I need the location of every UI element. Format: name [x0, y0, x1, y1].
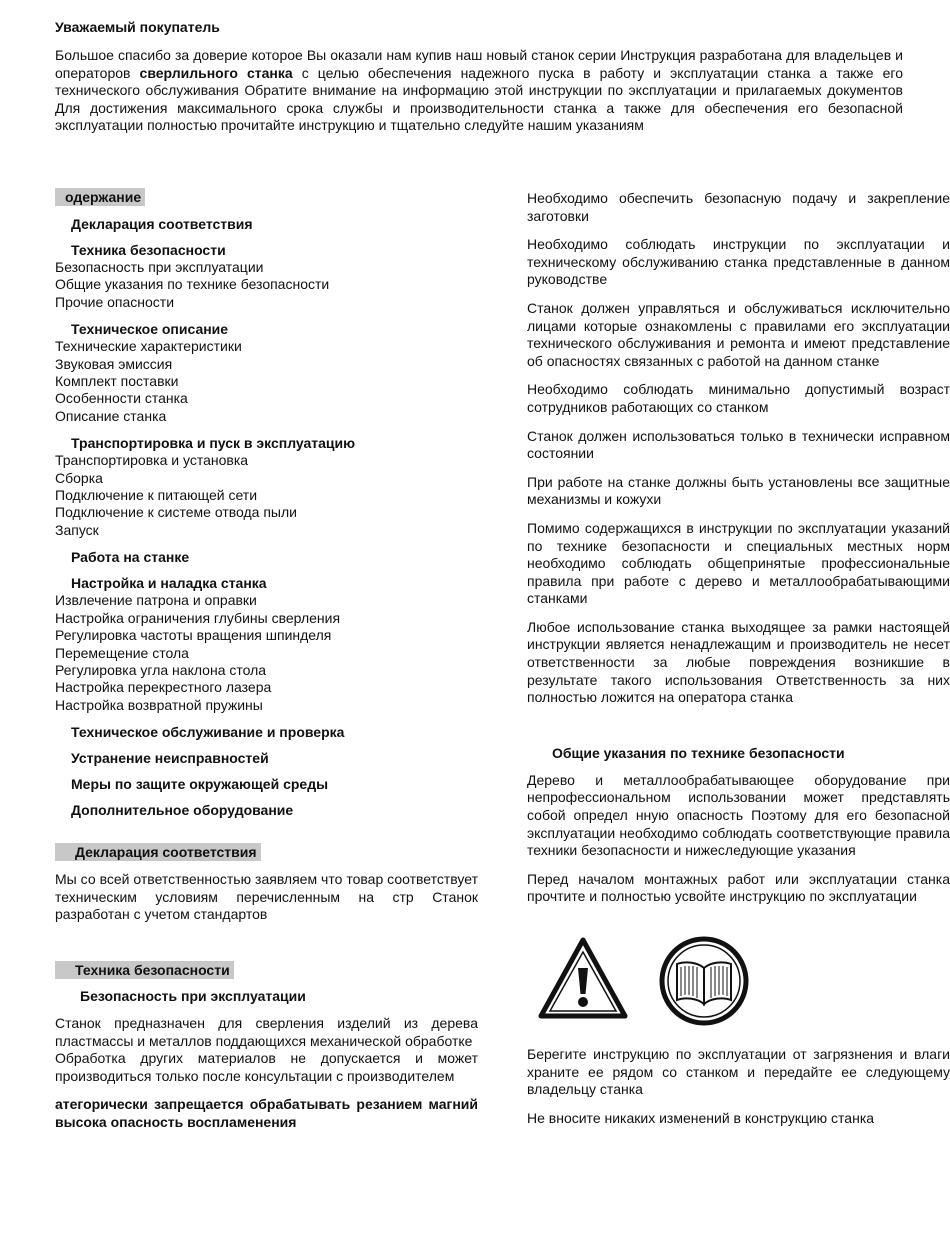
declaration-text: Мы со всей ответственностью заявляем что товар соответствует техническим условиям перечисленным на стр Станок разработан с учетом стандартов — [55, 871, 478, 923]
left-column — [55, 188, 478, 1142]
toc-item: Настройка возвратной пружины — [55, 696, 263, 713]
warning-icons — [537, 936, 950, 1026]
toc-heading: Настройка и наладка станка — [71, 575, 267, 592]
toc-item: Настройка перекрестного лазера — [55, 679, 272, 696]
right-paragraph: Любое использование станка выходящее за рамки настоящей инструкции является ненадлежащим и производитель не несет ответственности за любые повреждения возникшие в результате такого использования Ответственность за них полностью ложится на оператора станка — [527, 618, 950, 706]
read-manual-icon — [659, 936, 749, 1026]
toc-item: Описание станка — [55, 407, 167, 424]
toc-heading: Меры по защите окружающей среды — [71, 776, 329, 793]
toc-item: Технические характеристики — [55, 338, 242, 355]
safety-subtitle: Безопасность при эксплуатации — [80, 987, 306, 1004]
after-icons-p1: Берегите инструкцию по эксплуатации от загрязнения и влаги храните ее рядом со станком и передайте ее следующему владельцу станка — [527, 1046, 950, 1098]
toc-heading: Транспортировка и пуск в эксплуатацию — [71, 435, 356, 452]
toc-item: Прочие опасности — [55, 293, 175, 310]
safety-p3: атегорически запрещается обрабатывать резанием магний высока опасность воспламенения — [55, 1096, 478, 1130]
toc-heading: Декларация соответствия — [71, 216, 253, 232]
right-paragraph: Необходимо обеспечить безопасную подачу и закрепление заготовки — [527, 190, 950, 224]
safety-p2: Обработка других материалов не допускается и может производиться только после консультации с производителем — [55, 1050, 478, 1084]
right-paragraph: Станок должен управляться и обслуживаться исключительно лицами которые ознакомлены с правилами его эксплуатации технического обслуживания и ремонта и имеют представление об опасностях связанных с работой на данном станке — [527, 299, 950, 369]
safety-title: Техника безопасности — [55, 961, 234, 979]
intro-text-2: с целью обеспечения надежного пуска в работу и эксплуатации станка а также его технического обслуживания Обратите внимание на информацию этой инструкции по эксплуатации и прилагаемых документов Для достижения максимального срока службы и производительности станка а также для обеспечения его безопасной эксплуатации полностью прочитайте инструкцию и тщательно следуйте нашим указаниям — [55, 64, 904, 134]
toc-item: Подключение к системе отвода пыли — [55, 504, 297, 521]
general-safety-title: Общие указания по технике безопасности — [552, 744, 845, 761]
intro-bold: сверлильного станка — [139, 64, 293, 81]
right-paragraph: Необходимо соблюдать минимально допустимый возраст сотрудников работающих со станком — [527, 381, 950, 415]
toc-heading: Работа на станке — [71, 549, 190, 566]
toc-item: Сборка — [55, 469, 103, 486]
toc-heading: Дополнительное оборудование — [71, 802, 294, 819]
toc-item: Запуск — [55, 521, 99, 538]
right-paragraph: При работе на станке должны быть установлены все защитные механизмы и кожухи — [527, 473, 950, 508]
right-paragraph: Станок должен использоваться только в технически исправном состоянии — [527, 427, 950, 462]
safety-p1: Станок предназначен для сверления изделий из дерева пластмассы и металлов поддающихся механической обработке — [55, 1014, 478, 1049]
toc-item: Особенности станка — [55, 390, 188, 407]
toc-item: Извлечение патрона и оправки — [55, 592, 257, 609]
toc-item: Комплект поставки — [55, 373, 179, 390]
right-paragraph: Необходимо соблюдать инструкции по эксплуатации и техническому обслуживанию станка представленные в данном руководстве — [527, 236, 950, 288]
general-safety-p2: Перед началом монтажных работ или эксплуатации станка прочтите и полностью усвойте инструкцию по эксплуатации — [527, 870, 950, 905]
toc-item: Общие указания по технике безопасности — [55, 276, 330, 293]
right-paragraphs — [527, 190, 950, 707]
table-of-contents — [55, 216, 478, 818]
toc-item: Перемещение стола — [55, 644, 189, 661]
general-safety-p1: Дерево и металлообрабатывающее оборудование при непрофессиональном использовании может представлять собой определ нную опасность Поэтому для его безопасной эксплуатации необходимо соблюдать соответствующие правила техники безопасности и нижеследующие указания — [527, 771, 950, 859]
toc-title: одержание — [55, 188, 145, 206]
toc-item: Регулировка угла наклона стола — [55, 661, 267, 678]
greeting: Уважаемый покупатель — [55, 19, 220, 35]
declaration-title: Декларация соответствия — [55, 843, 261, 861]
toc-item: Транспортировка и установка — [55, 452, 249, 469]
warning-triangle-icon — [537, 936, 629, 1020]
toc-item: Регулировка частоты вращения шпинделя — [55, 627, 332, 644]
right-paragraph: Помимо содержащихся в инструкции по эксплуатации указаний по технике безопасности и специальных местных норм необходимо соблюдать общепринятые профессиональные правила при работе с дерево и металлообрабатывающими станками — [527, 519, 950, 607]
right-column — [527, 190, 950, 1138]
intro-text-1: Большое спасибо за доверие которое Вы оказали нам купив наш новый станок серии Инструкция разработана для владельцев и операторов — [55, 47, 903, 81]
toc-heading: Устранение неисправностей — [71, 750, 269, 767]
toc-item: Подключение к питающей сети — [55, 487, 258, 504]
toc-heading: Техническое обслуживание и проверка — [71, 724, 345, 741]
toc-heading: Техника безопасности — [71, 242, 226, 258]
toc-item: Настройка ограничения глубины сверления — [55, 609, 341, 626]
toc-item: Звуковая эмиссия — [55, 355, 173, 372]
after-icons-p2: Не вносите никаких изменений в конструкцию станка — [527, 1109, 875, 1126]
intro-paragraph — [55, 47, 903, 135]
toc-heading: Техническое описание — [71, 321, 229, 338]
toc-item: Безопасность при эксплуатации — [55, 259, 264, 275]
